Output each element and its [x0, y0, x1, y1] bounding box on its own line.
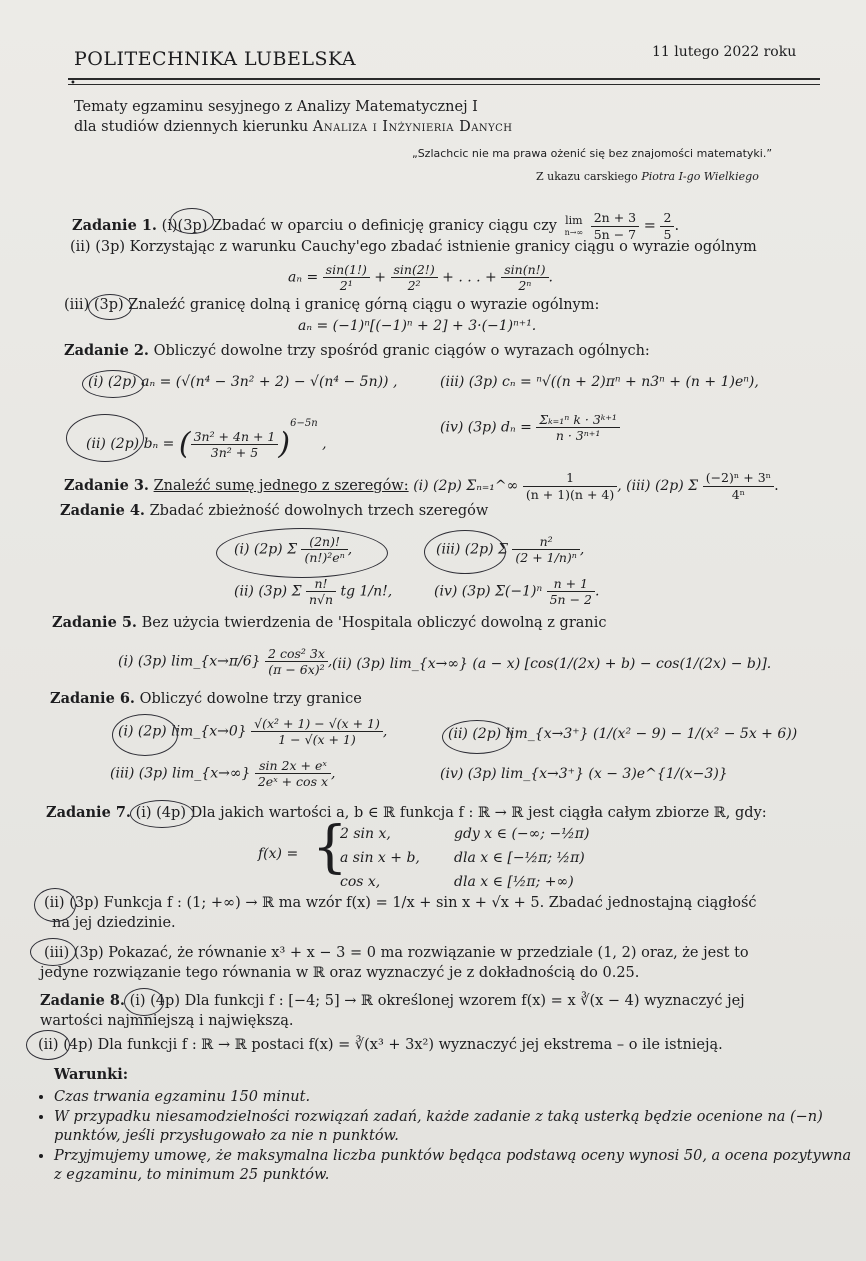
task-4-ii: (ii) (3p) Σ $\frac{n!}{n√n}$ tg 1/n!, [234, 576, 393, 607]
task-1-ii-formula: aₙ = $\frac{\sin(1!)}{\text{2¹}}$ + $\frac{\sin(2!)}{\text{2²}}$ + . . . + $\frac{\sin(n!)}{\text{2ⁿ}}$ . [288, 262, 553, 293]
pen-circle [112, 714, 178, 756]
pen-circle [66, 414, 144, 462]
task-4-iii: (iii) (2p) Σ $\frac{\text{n²}}{\text{(2 + 1/n)ⁿ}}$ , [436, 534, 585, 565]
task-7-case-3: cos x, [340, 874, 381, 890]
task-6-header: Zadanie 6. Obliczyć dowolne trzy granice [50, 690, 362, 707]
task-3: Zadanie 3. Znaleźć sumę jednego z szeregów: (i) (2p) Σₙ₌₁^∞ $\frac{1}{(n + 1)(n + 4)}$ , (iii) (2p) Σ $\frac{\text{(−2)ⁿ + 3ⁿ}}{\text{4ⁿ}}$ . [64, 470, 779, 502]
condition-item: • Przyjmujemy umowę, że maksymalna liczba punktów będąca podstawą oceny wynosi 50, a ocena pozytywna z egzaminu, to minimum 25 punktów. [54, 1147, 854, 1186]
task-6-i: (i) (2p) lim_{x→0} $\frac{\text{√(x² + 1) − √(x + 1)}}{1 - √(x + 1)}$ , [118, 716, 388, 747]
bullet-mark: • [70, 78, 76, 89]
pen-circle [30, 938, 76, 966]
task-6-iv: (iv) (3p) lim_{x→3⁺} (x − 3)e^{1/(x−3)} [440, 766, 728, 782]
motto-quote: „Szlachcic nie ma prawa ożenić się bez znajomości matematyki.” [412, 147, 773, 160]
task-4-iv: (iv) (3p) Σ(−1)ⁿ $\frac{n + 1}{5n - 2}$ . [434, 576, 600, 607]
task-2-i: (i) (2p) aₙ = (√(n⁴ − 3n² + 2) − √(n⁴ − 5n)) , [88, 374, 398, 390]
task-8-i-cont: wartości najmniejszą i największą. [40, 1013, 294, 1029]
task-7-iii-cont: jedyne rozwiązanie tego równania w ℝ oraz wyznaczyć je z dokładnością do 0.25. [40, 965, 640, 981]
conditions-title: Warunki: [54, 1066, 129, 1083]
pen-circle [216, 528, 388, 578]
task-2-header: Zadanie 2. Obliczyć dowolne trzy spośród granic ciągów o wyrazach ogólnych: [64, 342, 650, 359]
task-2-iv: (iv) (3p) dₙ = $\frac{\text{Σₖ₌₁ⁿ k · 3ᵏ⁺¹}}{\text{n · 3ⁿ⁺¹}}$ [440, 412, 620, 443]
task-2-ii: (ii) (2p) bₙ = ( $\frac{\text{3n² + 4n + 1}}{\text{3n² + 5}}$ )$^{6-5n}$ , [86, 418, 327, 462]
pen-circle [130, 800, 194, 828]
task-7-iii: (iii) (3p) Pokazać, że równanie x³ + x − 3 = 0 ma rozwiązanie w przedziale (1, 2) oraz, że jest to [44, 945, 749, 961]
header-rule [68, 78, 820, 80]
pen-circle [424, 530, 506, 574]
task-7-cond-2: dla x ∈ [−½π; ½π) [454, 850, 585, 866]
task-2-iii: (iii) (3p) cₙ = ⁿ√((n + 2)πⁿ + n3ⁿ + (n + 1)eⁿ), [440, 374, 759, 390]
program-name: Analiza i Inżynieria Danych [312, 119, 513, 135]
motto-source: Z ukazu carskiego Piotra I-go Wielkiego [536, 170, 759, 183]
task-7-cond-3: dla x ∈ [½π; +∞) [454, 874, 574, 890]
pen-circle [34, 888, 76, 922]
task-6-ii: (ii) (2p) lim_{x→3⁺} (1/(x² − 9) − 1/(x² − 5x + 6)) [448, 726, 798, 742]
conditions-list [36, 1088, 854, 1186]
condition-item: • W przypadku niesamodzielności rozwiązań zadań, każde zadanie z taką usterką będzie ocenione na (−n) punktów, jeśli przysługowało za nie n punktów. [54, 1108, 854, 1147]
exam-date: 11 lutego 2022 roku [652, 44, 797, 60]
pen-circle [170, 208, 214, 234]
intro-line-2: dla studiów dziennych kierunku Analiza i Inżynieria Danych [74, 119, 513, 135]
pen-circle [88, 294, 132, 320]
task-5-i: (i) (3p) lim_{x→π/6} $\frac{\text{2 cos² 3x}}{\text{(π − 6x)²}}$ , [118, 646, 333, 677]
task-1-i: Zadanie 1. (i)(3p) Zbadać w oparciu o definicję granicy ciągu czy lim n→∞ $\frac{2n + 3}{5n - 7}$ = $\frac{2}{5}$ . [72, 210, 680, 242]
pen-circle [26, 1030, 70, 1060]
task-7-ii-cont: na jej dziedzinie. [52, 915, 176, 931]
task-7-case-2: a sin x + b, [340, 850, 420, 866]
task-7-f-lhs: f(x) = [258, 846, 299, 862]
header-rule-thin [68, 84, 820, 85]
pen-circle [442, 720, 512, 754]
task-5-ii: (ii) (3p) lim_{x→∞} (a − x) [cos(1/(2x) + b) − cos(1/(2x) − b)]. [332, 656, 772, 672]
task-8-ii: (ii) (4p) Dla funkcji f : ℝ → ℝ postaci f(x) = ∛(x³ + 3x²) wyznaczyć jej ekstrema – o ile istnieją. [38, 1037, 723, 1053]
task-7-ii: (ii) (3p) Funkcja f : (1; +∞) → ℝ ma wzór f(x) = 1/x + sin x + √x + 5. Zbadać jednostajną ciągłość [44, 895, 757, 911]
task-6-iii: (iii) (3p) lim_{x→∞} $\frac{\text{sin 2x + eˣ}}{\text{2eˣ + cos x}}$ , [110, 758, 336, 789]
condition-item: • Czas trwania egzaminu 150 minut. [54, 1088, 854, 1108]
task-8-i: Zadanie 8. (i) (4p) Dla funkcji f : [−4; 5] → ℝ określonej wzorem f(x) = x ∛(x − 4) wyznaczyć jej [40, 992, 745, 1009]
task-7-case-1: 2 sin x, [340, 826, 391, 842]
task-1-iii: (iii) (3p) Znaleźć granicę dolną i granicę górną ciągu o wyrazie ogólnym: [64, 297, 600, 313]
task-7-i: Zadanie 7. (i) (4p) Dla jakich wartości a, b ∈ ℝ funkcja f : ℝ → ℝ jest ciągła całym zbiorze ℝ, gdy: [46, 804, 767, 821]
task-1-ii: (ii) (3p) Korzystając z warunku Cauchy'ego zbadać istnienie granicy ciągu o wyrazie ogólnym [70, 239, 757, 255]
task-4-header: Zadanie 4. Zbadać zbieżność dowolnych trzech szeregów [60, 502, 489, 519]
task-4-i: (i) (2p) Σ $\frac{(2n)!}{\text{(n!)²eⁿ}}$ , [234, 534, 353, 565]
task-5-header: Zadanie 5. Bez użycia twierdzenia de 'Hospitala obliczyć dowolną z granic [52, 614, 607, 631]
task-1-iii-formula: aₙ = (−1)ⁿ[(−1)ⁿ + 2] + 3·(−1)ⁿ⁺¹. [298, 318, 537, 334]
institution-name: POLITECHNIKA LUBELSKA [74, 48, 357, 70]
brace-icon: { [312, 815, 348, 880]
intro-line-1: Tematy egzaminu sesyjnego z Analizy Matematycznej I [74, 99, 478, 115]
task-7-cond-1: gdy x ∈ (−∞; −½π) [454, 826, 590, 842]
pen-circle [82, 370, 144, 398]
